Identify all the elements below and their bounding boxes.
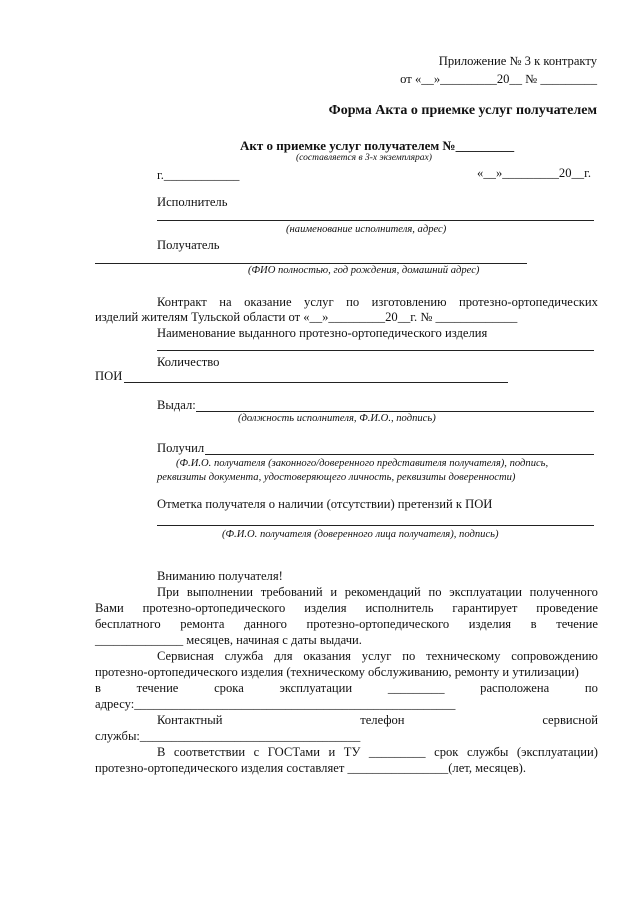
received-label: Получил	[157, 441, 205, 455]
recipient-line	[95, 263, 527, 264]
received-hint-1: (Ф.И.О. получателя (законного/доверенного представителя получателя), подпись,	[176, 458, 549, 469]
appendix-label: Приложение № 3 к контракту	[438, 54, 597, 68]
executor-label: Исполнитель	[157, 195, 228, 209]
claims-hint: (Ф.И.О. получателя (доверенного лица получателя), подпись)	[222, 529, 499, 540]
recipient-label: Получатель	[157, 238, 220, 252]
notice-p1-line-2: Вами протезно-ортопедического изделия исполнитель гарантирует проведение	[95, 601, 598, 615]
contract-date-line: от «__»_________20__ № _________	[400, 72, 597, 86]
received-hint-2: реквизиты документа, удостоверяющего личность, реквизиты доверенности)	[157, 472, 516, 483]
notice-p2-line-3: в течение срока эксплуатации _________ расположена по	[95, 681, 598, 695]
notice-p3-line-2: службы:___________________________________	[95, 729, 361, 743]
act-date: «__»_________20__г.	[477, 166, 591, 180]
quantity-line	[124, 382, 508, 383]
product-line	[157, 350, 594, 351]
issued-label: Выдал:	[157, 398, 196, 412]
notice-p2-line-4: адресу:___________________________________________________	[95, 697, 456, 711]
notice-p4-line-1: В соответствии с ГОСТами и ТУ _________ срок службы (эксплуатации)	[157, 745, 598, 759]
executor-line	[157, 220, 594, 221]
recipient-hint: (ФИО полностью, год рождения, домашний адрес)	[248, 265, 480, 276]
poi-label: ПОИ	[95, 369, 123, 383]
act-title: Акт о приемке услуг получателем №_________	[240, 138, 515, 153]
notice-p2-line-1: Сервисная служба для оказания услуг по техническому сопровождению	[157, 649, 598, 663]
notice-p3-line-1: Контактный телефон сервисной	[157, 713, 598, 727]
notice-p1-line-4: ______________ месяцев, начиная с даты выдачи.	[95, 633, 362, 647]
claims-label: Отметка получателя о наличии (отсутствии) претензий к ПОИ	[157, 497, 493, 511]
contract-line-2: изделий жителям Тульской области от «__»_________20__г. № _____________	[95, 310, 518, 324]
notice-p2-line-2: протезно-ортопедического изделия (техническому обслуживанию, ремонту и утилизации)	[95, 665, 579, 679]
notice-p1-line-3: бесплатного ремонта данного протезно-ортопедического изделия в течение	[95, 617, 598, 631]
issued-hint: (должность исполнителя, Ф.И.О., подпись)	[238, 413, 436, 424]
notice-p1-line-1: При выполнении требований и рекомендаций по эксплуатации полученного	[157, 585, 598, 599]
claims-line	[157, 525, 594, 526]
issued-line	[196, 411, 594, 412]
quantity-label: Количество	[157, 355, 220, 369]
notice-title: Вниманию получателя!	[157, 569, 283, 583]
form-title: Форма Акта о приемке услуг получателем	[328, 103, 597, 118]
product-label: Наименование выданного протезно-ортопедического изделия	[157, 326, 488, 340]
executor-hint: (наименование исполнителя, адрес)	[286, 224, 447, 235]
contract-line-1: Контракт на оказание услуг по изготовлению протезно-ортопедических	[157, 295, 598, 309]
act-city: г.____________	[157, 168, 240, 182]
act-subtitle: (составляется в 3-х экземплярах)	[296, 153, 432, 163]
received-line	[205, 454, 594, 455]
notice-p4-line-2: протезно-ортопедического изделия составляет ________________(лет, месяцев).	[95, 761, 527, 775]
